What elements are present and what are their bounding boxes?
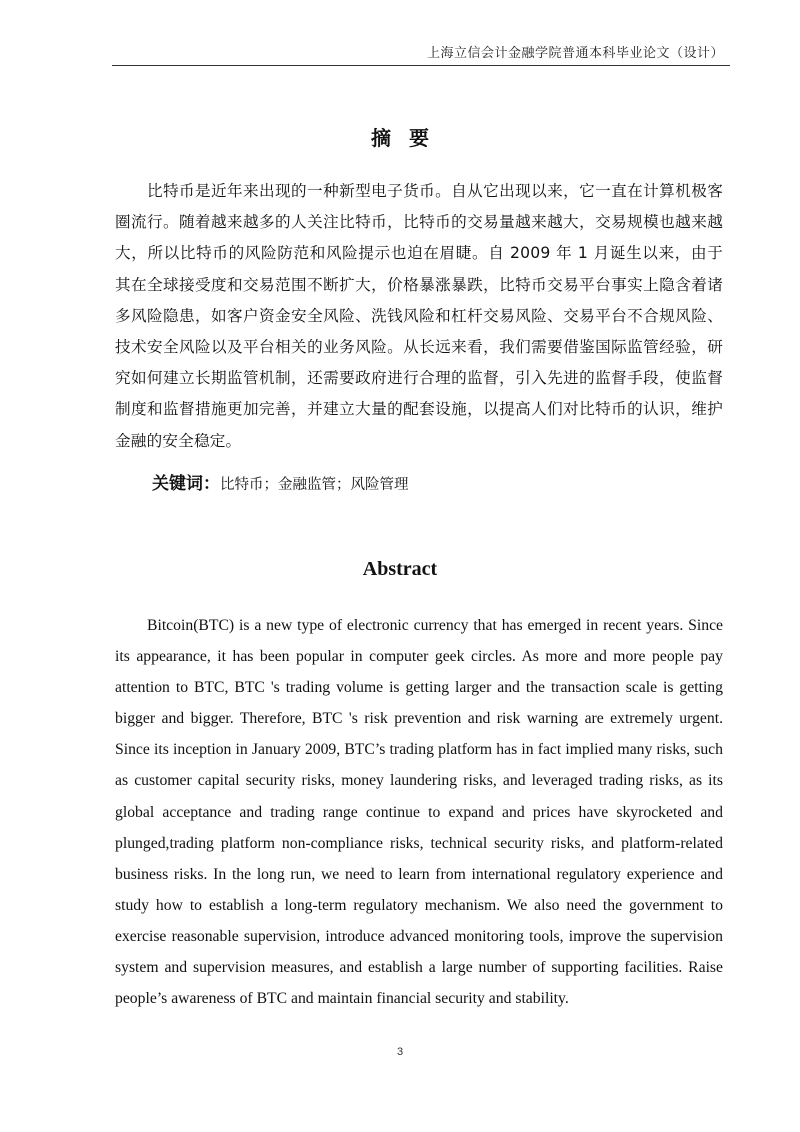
page-number: 3 [396, 1046, 404, 1058]
running-header: 上海立信会计金融学院普通本科毕业论文（设计） [426, 46, 724, 61]
abstract-cn-title: 摘要 [371, 126, 447, 150]
abstract-en-body: Bitcoin(BTC) is a new type of electronic currency that has emerged in recent years. Since its appearance, it has been popular in computer geek circles. As more and more people pay attention to BTC, BTC 's trading volume is getting larger and the transaction scale is getting bigger and bigger. Therefore, BTC 's risk prevention and risk warning are extremely urgent. Since its inception in January 2009, BTC’s trading platform has in fact implied many risks, such as customer capital security risks, money laundering risks, and leveraged trading risks, as its global acceptance and trading range continue to expand and prices have skyrocketed and plunged,trading platform non-compliance risks, technical security risks, and platform-related business risks. In the long run, we need to learn from international regulatory experience and study how to establish a long-term regulatory mechanism. We also need the government to exercise reasonable supervision, introduce advanced monitoring tools, improve the supervision system and supervision measures, and establish a large number of supporting facilities. Raise people’s awareness of BTC and maintain financial security and stability. [115, 617, 723, 1008]
abstract-en-title: Abstract [362, 558, 438, 580]
abstract-cn-body: 比特币是近年来出现的一种新型电子货币。自从它出现以来，它一直在计算机极客圈流行。随着越来越多的人关注比特币，比特币的交易量越来越大，交易规模也越来越大，所以比特币的风险防范和风险提示也迫在眉睫。自 2009 年 1 月诞生以来，由于其在全球接受度和交易范围不断扩大，价格暴涨暴跌，比特币交易平台事实上隐含着诸多风险隐患，如客户资金安全风险、洗钱风险和杠杆交易风险、交易平台不合规风险、技术安全风险以及平台相关的业务风险。从长远来看，我们需要借鉴国际监管经验，研究如何建立长期监管机制，还需要政府进行合理的监督，引入先进的监督手段，使监督制度和监督措施更加完善，并建立大量的配套设施，以提高人们对比特币的认识，维护金融的安全稳定。 [115, 182, 723, 450]
keywords-list: 比特币；金融监管；风险管理 [220, 477, 409, 493]
keywords-label: 关键词： [152, 474, 220, 494]
keywords-line [152, 469, 722, 500]
header-rule [112, 65, 730, 66]
